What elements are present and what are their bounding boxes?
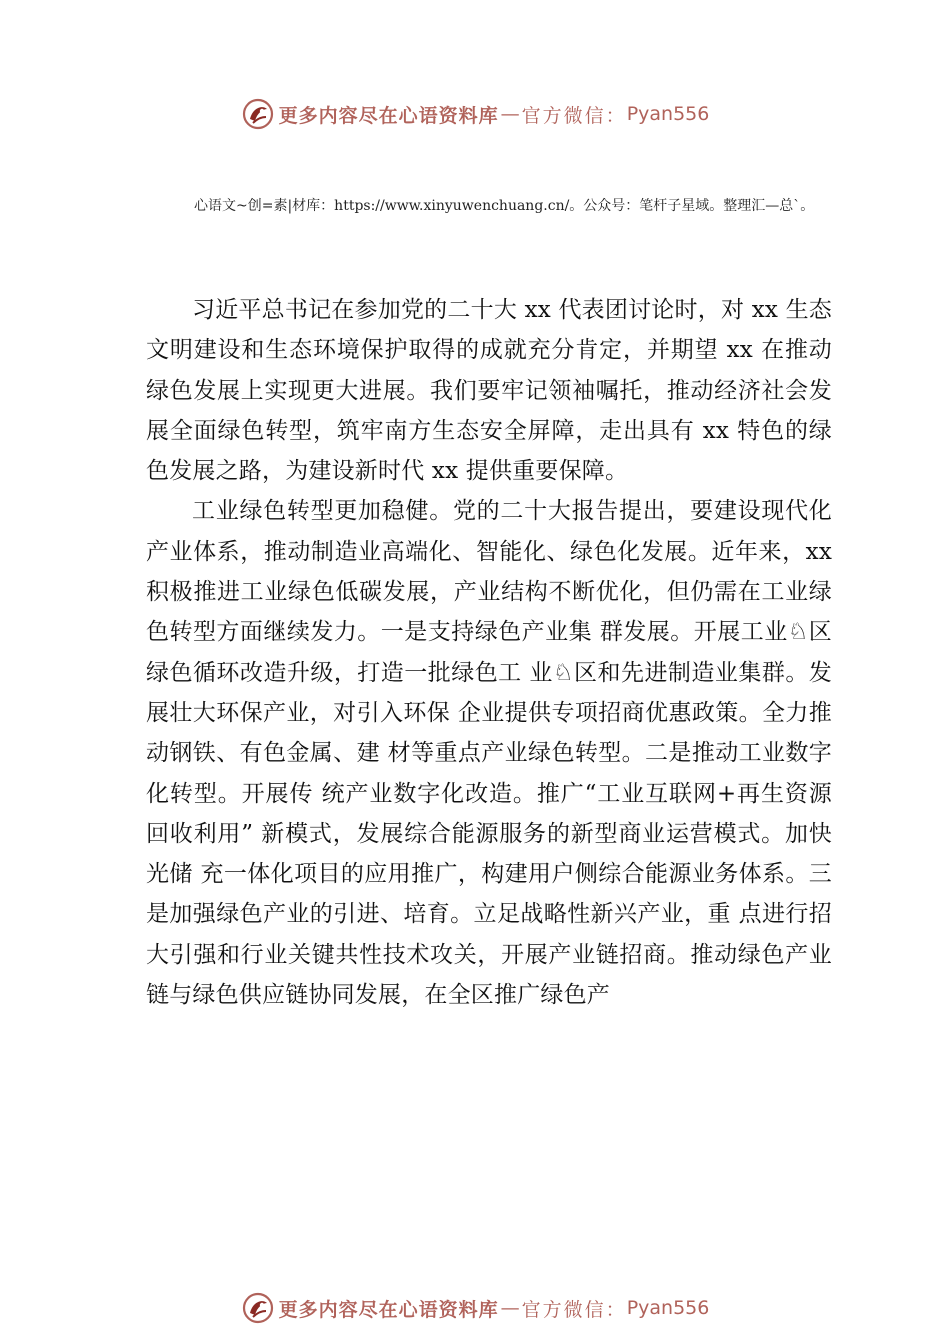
banner-brand: 更多内容尽在心语资料库 [278, 104, 499, 127]
footer-banner [0, 1286, 950, 1330]
banner-separator: — [500, 1297, 520, 1319]
flower-logo-icon [241, 1291, 275, 1325]
flower-logo-icon [241, 97, 275, 131]
banner-wechat-id: Pyan556 [626, 103, 710, 125]
banner-wechat-label: 官方微信： [521, 1298, 627, 1321]
banner-wechat-id: Pyan556 [626, 1297, 710, 1319]
source-note: 心语文~创=素|材库：https://www.xinyuwenchuang.cn/。公众号：笔杆子星域。整理汇—总`。 [194, 198, 815, 214]
banner-separator: — [500, 103, 520, 125]
paragraph-intro: 习近平总书记在参加党的二十大 xx 代表团讨论时，对 xx 生态文明建设和生态环境保护取得的成就充分肯定，并期望 xx 在推动绿色发展上实现更大进展。我们要牢记领袖嘱托，推动经济社会发展全面绿色转型，筑牢南方生态安全屏障，走出具有 xx 特色的绿色发展之路，为建设新时代 xx 提供重要保障。 [146, 297, 832, 485]
banner-brand: 更多内容尽在心语资料库 [278, 1298, 499, 1321]
header-banner [0, 92, 950, 136]
banner-wechat-label: 官方微信： [521, 104, 627, 127]
paragraph-industry: 工业绿色转型更加稳健。党的二十大报告提出，要建设现代化产业体系，推动制造业高端化、智能化、绿色化发展。近年来，xx 积极推进工业绿色低碳发展，产业结构不断优化，但仍需在工业绿色转型方面继续发力。一是支持绿色产业集 群发展。开展工业♘区绿色循环改造升级，打造一批绿色工 业♘区和先进制造业集群。发展壮大环保产业，对引入环保 企业提供专项招商优惠政策。全力推动钢铁、有色金属、建 材等重点产业绿色转型。二是推动工业数字化转型。开展传 统产业数字化改造。推广“工业互联网+再生资源回收利用” 新模式，发展综合能源服务的新型商业运营模式。加快光储 充一体化项目的应用推广，构建用户侧综合能源业务体系。三是加强绿色产业的引进、培育。立足战略性新兴产业，重 点进行招大引强和行业关键共性技术攻关，开展产业链招商。推动绿色产业链与绿色供应链协同发展，在全区推广绿色产 [146, 498, 832, 1009]
document-body [146, 290, 832, 1015]
